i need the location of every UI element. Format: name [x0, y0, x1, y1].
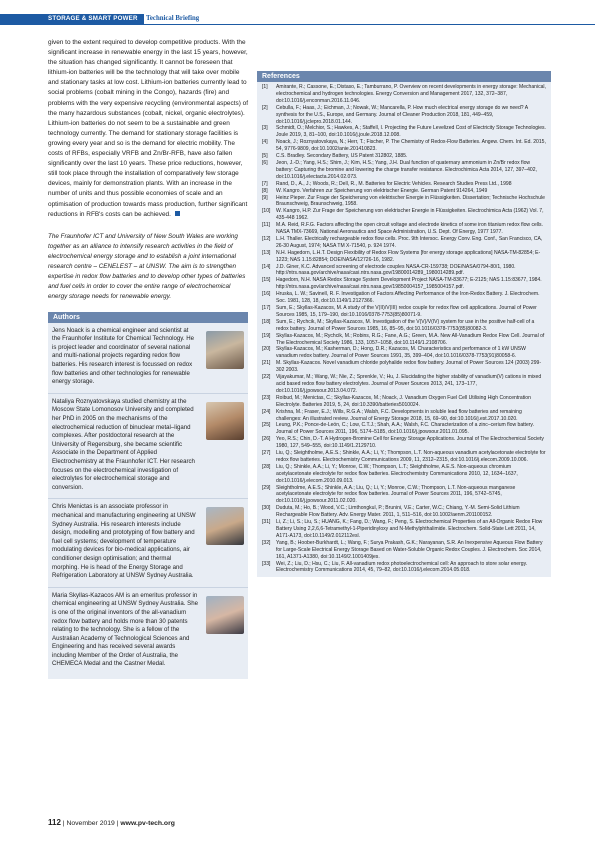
- reference-item: [262, 485, 546, 506]
- reference-text: W. Kangro. Verfahren zur Speicherung von elektrischer Energie. German Patent 914264, 1949: [276, 187, 488, 194]
- reference-item: [262, 450, 546, 464]
- references-box: [257, 71, 551, 577]
- reference-item: [262, 153, 546, 160]
- reference-number: [29]: [262, 484, 271, 491]
- reference-item: [262, 208, 546, 222]
- author-bio: [48, 588, 248, 675]
- reference-number: [5]: [262, 153, 268, 160]
- reference-text: J.D. Giner, K.C. Advanced screening of electrode couples NASA-CR-159738; DOE/NASA/0794-80/1, 1980. http://ntrs.nasa.gov/archive/nasa/casi.ntrs.nasa.gov/19800014289_1980014289.pdf.: [276, 263, 516, 277]
- reference-text: Cebulla, F.; Haas, J.; Eichman, J.; Nowak, W.; Mancarella, P. How much electrical energy storage do we need? A synthesis for the U.S., Europe, and Germany. Journal of Cleaner Production 2018, 181, 449–459, doi:10.1016/j.jclepro.2018.01.144.: [276, 104, 528, 125]
- reference-number: [31]: [262, 519, 271, 526]
- website-link[interactable]: www.pv-tech.org: [120, 820, 175, 827]
- reference-text: Liu, Q.; Sleightholme, A.E.S.; Shinkle, A.A.; Li, Y.; Thompson, L.T. Non-aqueous vanadium acetylacetonate electrolyte for redox flow batteries. Electrochemistry Communications 2009, 11, 2312–2315, doi:10.1016/j.elecom.2009.10.006.: [276, 450, 546, 463]
- reference-number: [24]: [262, 408, 271, 415]
- reference-item: [262, 436, 546, 450]
- issue-date: November 2019: [66, 820, 115, 827]
- reference-number: [20]: [262, 346, 271, 353]
- reference-item: [262, 236, 546, 250]
- reference-text: N.H. Hagedorn, L.H.T. Design Flexibility of Redox Flow Systems [for energy storage applications] NASA-TM-82854; E-1223; NAS 1.15:82854; DOE/NASA/12726-16, 1982.: [276, 249, 541, 263]
- reference-number: [32]: [262, 539, 271, 546]
- reference-item: [262, 519, 546, 540]
- references-heading: References: [257, 71, 551, 82]
- reference-text: Krishna, M.; Fraser, E.J.; Wills, R.G.A.; Walsh, F.C. Developments in soluble lead flow batteries and remaining challenges: An illustrated review. Journal of Energy Storage 2018, 15, 69–90, doi:10.1016/j.est.2017.10.020.: [276, 408, 522, 422]
- author-photo: [206, 402, 244, 440]
- author-bio-text: Chris Menictas is an associate professor in mechanical and manufacturing engineering at UNSW Sydney Australia. His research interests include design, modelling and prototyping of flow battery and fuel cell systems; development of temperature modulating devices for bio-medical applications, air conditioner design optimisation; and thermal morphing. He is head of the Energy Storage and Refrigeration Laboratory at UNSW Sydney Australia.: [52, 503, 196, 580]
- author-bio-text: Nataliya Roznyatovskaya studied chemistry at the Moscow State Lomonosov University and completed her PhD in 2005 on the mechanisms of the electrochemical reduction of binuclear metal–ligand complexes. After postdoctoral research at the University of Regensburg, she became scientific Associate in the Department of Applied Electrochemistry at the Fraunhofer ICT. Her research focuses on the electrochemical investigation of electrolytes for electrochemical storage and conversion.: [52, 397, 195, 491]
- reference-text: Yeo, R.S.; Chin, D.-T. A Hydrogen-Bromine Cell for Energy Storage Applications. Journal of The Electrochemical Society 1980, 127, 549–555, doi:10.1149/1.2129710.: [276, 436, 544, 450]
- reference-number: [8]: [262, 187, 268, 194]
- authors-heading: Authors: [48, 312, 248, 323]
- reference-text: Skyllas-Kazacos, M.; Rychcik, M.; Robins, R.G.; Fane, A.G.; Green, M.A. New All-Vanadium Redox Flow Cell. Journal of The Electrochemical Society 1986, 133, 1057–1058, doi:10.1149/1.2108706.: [276, 332, 545, 346]
- body-paragraph: [48, 38, 248, 220]
- reference-text: Wei, Z.; Liu, D.; Hsu, C.; Liu, F. All-vanadium redox photoelectrochemical cell: An approach to store solar energy. Electrochemistry Communications 2014, 45, 79–82, doi:10.1016/j.elecom.2014.05.018.: [276, 560, 528, 574]
- reference-item: [262, 139, 546, 153]
- reference-number: [30]: [262, 505, 271, 512]
- reference-text: Liu, Q.; Shinkle, A.A.; Li, Y.; Monroe, C.W.; Thompson, L.T.; Sleightholme, A.E.S. Non-aqueous chromium acetylacetonate electrolyte for redox flow batteries. Electrochemistry Communications 2010, 12, 1634–1637, doi:10.1016/j.elecom.2010.09.013.: [276, 463, 518, 484]
- reference-item: [262, 181, 546, 188]
- reference-item: [262, 360, 546, 374]
- reference-number: [16]: [262, 291, 271, 298]
- reference-item: [262, 319, 546, 333]
- reference-item: [262, 464, 546, 485]
- reference-item: [262, 125, 546, 139]
- author-bio-text: Maria Skyllas-Kazacos AM is an emeritus professor in chemical engineering at UNSW Sydney Australia. She is one of the original inventors of the all-vanadium redox flow battery and holds more than 30 patents relating to the technology. She is a fellow of the Australian Academy of Technological Sciences and Engineering and has received several awards including Member of the Order of Australia, the CHEMECA Medal and the Castner Medal.: [52, 591, 198, 668]
- reference-text: M. Skyllas-Kazacos. Novel vanadium chloride polyhalide redox flow battery. Journal of Power Sources 124 (2003) 299-302 2003.: [276, 360, 542, 374]
- author-bio: [48, 499, 248, 587]
- reference-text: L.H. Thaller. Electrically rechargeable redox flow cells. Proc. 9th Intersoc. Energy Conv. Eng. Conf., San Francisco, CA, 26-30 August, 1974; NASA TM X-71540, p. 924 1974.: [276, 235, 543, 249]
- reference-number: [12]: [262, 235, 271, 242]
- authors-list: [48, 323, 248, 675]
- reference-text: Leung, P.K.; Ponce-de-León, C.; Low, C.T.J.; Shah, A.A.; Walsh, F.C. Characterization of a zinc–cerium flow battery. Journal of Power Sources 2011, 196, 5174–5185, doi:10.1016/j.jpowsour.2011.01.095.: [276, 422, 534, 436]
- footer-separator: |: [62, 820, 67, 827]
- page-number: 112: [48, 818, 61, 827]
- reference-item: [262, 561, 546, 575]
- author-bio: [48, 323, 248, 394]
- reference-text: Duduta, M.; Ho, B.; Wood, V.C.; Limthongkul, P.; Brunini, V.E.; Carter, W.C.; Chiang, Y.-M. Semi-Solid Lithium Rechargeable Flow Battery. Adv. Energy Mater. 2011, 1, 511–516, doi:10.1002/aenm.201100152.: [276, 505, 520, 519]
- reference-text: Hruska, L. W.; Savinell, R. F. Investigation of Factors Affecting Performance of the Iron-Redox Battery. J. Electrochem. Soc. 1981, 128, 18, doi:10.1149/1.2127366.: [276, 291, 540, 305]
- reference-text: Roibud, M.; Menictas, C.; Skyllas-Kazacos, M.; Noack, J. Vanadium Oxygen Fuel Cell Utilising High Concentration Electrolyte. Batteries 2019, 5, 24, doi:10.3390/batteries5010024.: [276, 394, 531, 408]
- reference-text: Sleightholme, A.E.S.; Shinkle, A.A.; Liu, Q.; Li, Y.; Monroe, C.W.; Thompson, L.T. Non-aqueous manganese acetylacetonate electrolyte for redox flow batteries. Journal of Power Sources 2011, 196, 5742–5745, doi:10.1016/j.jpowsour.2011.02.020.: [276, 484, 516, 505]
- reference-number: [9]: [262, 194, 268, 201]
- reference-number: [3]: [262, 125, 268, 132]
- reference-text: Sum, E.; Rychcik, M.; Skyllas-Kazacos, M. Investigation of the V(V)/V(IV) system for use in the positive half-cell of a redox battery. Journal of Power Sources 1985, 16, 85–95, doi:10.1016/0378-7753(85)80082-3.: [276, 318, 535, 332]
- section-subtitle: Technical Briefing: [146, 15, 200, 22]
- institute-note: The Fraunhofer ICT and University of New South Wales are working together as an alliance to intensify research activities in the field of electrochemical energy storage and to establish a joint international research centre – CENELEST – at UNSW. The aim is to strengthen expertise in redox flow batteries and to develop other types of batteries and fuel cells in order to cover the entire range of electrochemical energy storage needs for renewable energy.: [48, 232, 246, 300]
- authors-box: [48, 312, 248, 679]
- reference-item: [262, 264, 546, 278]
- page-footer: [48, 818, 175, 827]
- reference-number: [1]: [262, 84, 268, 90]
- author-bio-text: Jens Noack is a chemical engineer and scientist at the Fraunhofer Institute for Chemical Technology. He is project leader and coordinator of several national and multi-national projects regarding redox flow batteries. His research interest is focussed on redox flow batteries and other technologies for renewable energy storage.: [52, 326, 195, 386]
- author-photo: [206, 507, 244, 545]
- reference-number: [23]: [262, 394, 271, 401]
- reference-item: [262, 160, 546, 181]
- reference-number: [13]: [262, 249, 271, 256]
- reference-item: [262, 277, 546, 291]
- reference-text: Heinz Pieper. Zur Frage der Speicherung von elektrischer Energie in Flüssigkeiten. Dissertation; Technische Hochschule Braunschweig, Braunschweig, 1958.: [276, 194, 545, 208]
- reference-item: [262, 195, 546, 209]
- reference-item: [262, 374, 546, 395]
- reference-number: [27]: [262, 450, 271, 457]
- reference-item: [262, 505, 546, 519]
- reference-item: [262, 409, 546, 423]
- reference-number: [6]: [262, 159, 268, 166]
- header-rule: [0, 24, 595, 25]
- reference-text: M.A. Reid, R.F.G. Factors affecting the open circuit voltage and electrode kinetics of some iron titanium redox flow cells. NASA TMX-73669, National Aeronautics and Space Administration, U.S. Dept. Of Energy, 1977 1977.: [276, 222, 543, 236]
- reference-number: [15]: [262, 277, 271, 284]
- reference-number: [19]: [262, 332, 271, 339]
- reference-number: [4]: [262, 139, 268, 146]
- article-end-mark: [175, 211, 180, 216]
- reference-item: [262, 422, 546, 436]
- reference-number: [21]: [262, 360, 271, 367]
- author-photo: [206, 331, 244, 369]
- reference-text: Noack, J.; Roznyatovskaya, N.; Herr, T.; Fischer, P. The Chemistry of Redox-Flow Batteries. Angew. Chem. Int. Ed. 2015, 54, 9776-9809, doi:10.1002/anie.201410823.: [276, 139, 546, 153]
- reference-text: Amirante, R.; Cassone, E.; Distaso, E.; Tamburrano, P. Overview on recent developments in energy storage: Mechanical, electrochemical and hydrogen technologies. Energy Conversion and Management 2017, 132, 372–387, doi:10.1016/j.enconman.2016.11.046.: [276, 84, 546, 104]
- reference-item: [262, 84, 546, 105]
- reference-number: [10]: [262, 208, 271, 215]
- reference-text: Sum, E.; Skyllas-Kazacos, M. A study of the V(II)/V(III) redox couple for redox flow cell applications. Journal of Power Sources 1985, 15, 179–190, doi:10.1016/0378-7753(85)80071-9.: [276, 305, 537, 318]
- reference-text: W. Kangro, H.P. Zur Frage der Speicherung von elektrischer Energie in Flüssigkeiten. Electrochimica Acta (1962) Vol. 7, 435-448 1962.: [276, 208, 544, 222]
- author-photo: [206, 596, 244, 634]
- reference-text: Li, Z.; Li, S.; Liu, S.; HUANG, K.; Fang, D.; Wang, F.; Peng, S. Electrochemical Properties of an All-Organic Redox Flow Battery Using 2,2,6,6-Tetramethyl-1-Piperidinyloxy and N-Methylphthalimide. Electrochem. Solid-State Lett 2011, 14, A171-A173, doi:10.1149/2.012112esl.: [276, 519, 543, 539]
- reference-number: [14]: [262, 263, 271, 270]
- left-column: [48, 38, 248, 679]
- reference-item: [262, 540, 546, 561]
- reference-number: [11]: [262, 222, 271, 229]
- reference-text: Skyllas-Kazacos, M.; Kasherman, D.; Hong, D.R.; Kazacos, M. Characteristics and performance of 1 kW UNSW vanadium redox battery. Journal of Power Sources 1991, 35, 399–404, doi:10.1016/0378-7753(91)80058-6.: [276, 346, 526, 360]
- reference-item: [262, 250, 546, 264]
- references-list: [257, 82, 551, 577]
- footer-separator: |: [116, 820, 121, 827]
- reference-text: Jeon, J.-D.; Yang, H.S.; Shim, J.; Kim, H.S.; Yang, J.H. Dual function of quaternary ammonium in Zn/Br redox flow battery: Capturing the bromine and lowering the charge transfer resistance. Electrochimica Acta 2014, 127, 397–402, doi:10.1016/j.electacta.2014.02.073.: [276, 159, 537, 180]
- section-label: STORAGE & SMART POWER: [0, 14, 144, 24]
- reference-number: [22]: [262, 374, 271, 381]
- reference-text: Yang, B.; Hoober-Burkhardt, L.; Wang, F.; Surya Prakash, G.K.; Narayanan, S.R. An Inexpensive Aqueous Flow Battery for Large-Scale Electrical Energy Storage Based on Water-Soluble Organic Redox Couples. J. Electrochem. Soc 2014, 161, A1371-A1380, doi:10.1149/2.1001409jes.: [276, 539, 543, 560]
- reference-item: [262, 188, 546, 195]
- reference-number: [28]: [262, 463, 271, 470]
- author-bio: [48, 394, 248, 500]
- body-text: given to the extent required to develop competitive products. With the significant increase in renewable energy in the last 15 years, however, the situation has changed significantly. It cannot be foreseen that lithium-ion batteries will be the technology that will take over mobile and stationary tasks at low cost. Lithium-ion batteries currently lead to social problems (cobalt mining in the Congo), hazards (fire) and problems with the very expensive recycling (environmental aspects) of the many hazardous substances (cobalt, nickel, organic electrolytes). Lithium-ion batteries do not seem to be a sustainable and green technology currently. The demand for stationary storage facilities is growing every year and so is the demand for electric mobility. The costs of RFBs, especially VRFB and Zn/Br-RFB, have also fallen significantly over the last 10 years. These price reductions, however, still took place through the installation of comparatively few storage devices, mainly for demonstration plants. With an increase in the number of units and thus possible economies of scale and an optimisation of production towards mass production, further significant reductions in RFB's costs can be achieved.: [48, 39, 249, 218]
- reference-number: [17]: [262, 305, 271, 311]
- reference-number: [18]: [262, 318, 271, 325]
- reference-number: [25]: [262, 422, 271, 429]
- reference-text: C.S. Bradley. Secondary Battery, US Patent 312802, 1885.: [276, 153, 408, 160]
- reference-item: [262, 291, 546, 305]
- reference-item: [262, 222, 546, 236]
- reference-item: [262, 333, 546, 347]
- reference-text: Vijayakumar, M.; Wang, W.; Nie, Z.; Sprenkle, V.; Hu, J. Elucidating the higher stability of vanadium(V) cations in mixed acid based redox flow battery electrolytes. Journal of Power Sources 2013, 241, 173–177, doi:10.1016/j.jpowsour.2013.04.072.: [276, 374, 542, 394]
- page-header: [0, 0, 595, 22]
- reference-text: Hagedorn, N.H. NASA Redox Storage System Development Project NASA-TM-83677; E-2125; NAS 1.15:83677, 1984. http://ntrs.nasa.gov/archive/nasa/casi.ntrs.nasa.gov/19850004157_1985004157.pdf.: [276, 277, 542, 291]
- reference-number: [2]: [262, 104, 268, 111]
- reference-number: [7]: [262, 180, 268, 187]
- reference-item: [262, 395, 546, 409]
- reference-text: Schmidt, O.; Melchior, S.; Hawkes, A.; Staffell, I. Projecting the Future Levelized Cost of Electricity Storage Technologies. Joule 2019, 3, 81–100, doi:10.1016/j.joule.2018.12.008.: [276, 125, 546, 139]
- reference-item: [262, 346, 546, 360]
- reference-number: [33]: [262, 560, 271, 567]
- reference-text: Rand, D., A., J.; Woods, R.; Dell, R., M. Batteries for Electric Vehicles. Research Studies Press Ltd., 1998: [276, 180, 512, 187]
- reference-item: [262, 305, 546, 319]
- reference-number: [26]: [262, 436, 271, 443]
- reference-item: [262, 105, 546, 126]
